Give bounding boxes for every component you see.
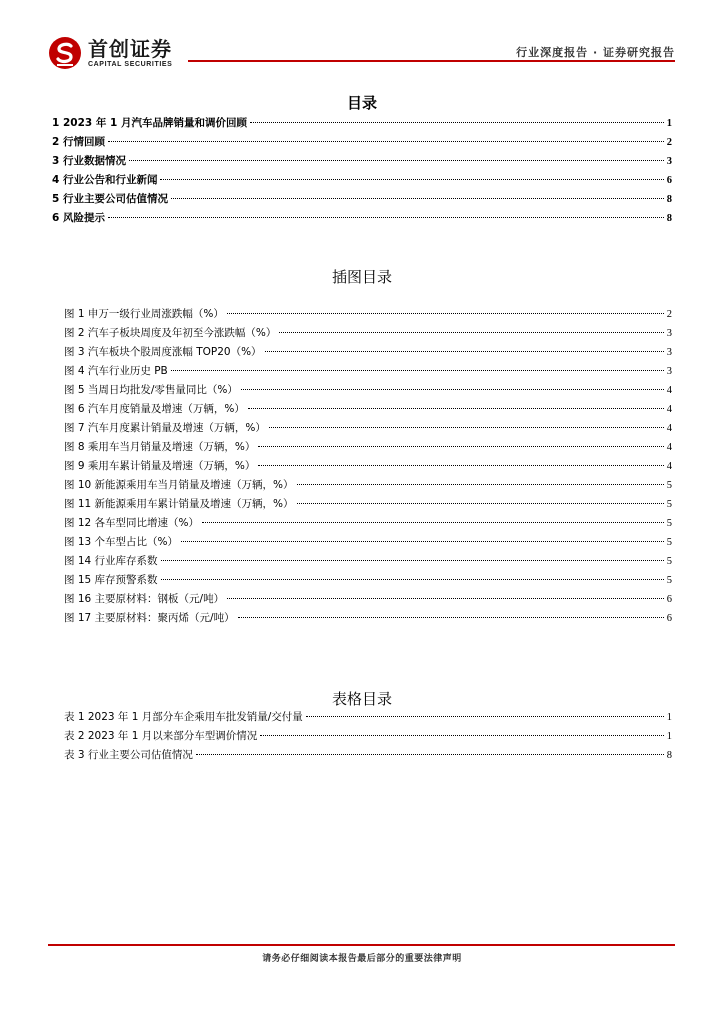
- figure-toc-entry-label: 图 12 各车型同比增速（%）: [64, 517, 200, 529]
- figure-toc-entry-page: 6: [666, 594, 672, 605]
- figure-toc-entry-page: 3: [666, 366, 672, 377]
- dot-leader: [161, 579, 664, 580]
- figure-toc-entry-page: 4: [666, 461, 672, 472]
- figure-toc-entry[interactable]: [64, 458, 672, 477]
- figure-toc-entry[interactable]: [64, 515, 672, 534]
- dot-leader: [297, 503, 664, 504]
- toc-entry[interactable]: [52, 115, 672, 134]
- toc-entry-page: 8: [666, 213, 672, 224]
- toc-entry[interactable]: [52, 134, 672, 153]
- figure-toc-entry[interactable]: [64, 496, 672, 515]
- table-toc-entry-label: 表 3 行业主要公司估值情况: [64, 749, 193, 761]
- dot-leader: [202, 522, 664, 523]
- dot-leader: [161, 560, 664, 561]
- footer-divider: [48, 944, 675, 946]
- figure-toc-entry-label: 图 2 汽车子板块周度及年初至今涨跌幅（%）: [64, 327, 277, 339]
- dot-leader: [241, 389, 664, 390]
- figure-toc-title: 插图目录: [331, 268, 392, 286]
- toc-entry-page: 6: [666, 175, 672, 186]
- figure-toc-entry-label: 图 4 汽车行业历史 PB: [64, 365, 168, 377]
- figure-toc-entry[interactable]: [64, 477, 672, 496]
- figure-toc-entry-label: 图 16 主要原材料：钢板（元/吨）: [64, 593, 225, 605]
- figure-toc-entry-page: 5: [666, 575, 672, 586]
- figure-toc-entry-label: 图 3 汽车板块个股周度涨幅 TOP20（%）: [64, 346, 262, 358]
- dot-leader: [227, 598, 664, 599]
- figure-toc-entry-page: 5: [666, 537, 672, 548]
- figure-toc-entry-label: 图 6 汽车月度销量及增速（万辆，%）: [64, 403, 245, 415]
- figure-toc-entry-label: 图 10 新能源乘用车当月销量及增速（万辆，%）: [64, 479, 294, 491]
- figure-toc-entry-label: 图 13 个车型占比（%）: [64, 536, 179, 548]
- figure-toc-entry-page: 5: [666, 480, 672, 491]
- toc-entry-page: 2: [666, 137, 672, 148]
- page-header: [48, 36, 675, 72]
- dot-leader: [279, 332, 663, 333]
- table-toc-entry-page: 1: [666, 712, 672, 723]
- toc-entry-label: 1 2023 年 1 月汽车品牌销量和调价回顾: [52, 117, 247, 129]
- figure-toc-entry[interactable]: [64, 553, 672, 572]
- dot-leader: [108, 141, 664, 142]
- figure-toc-entry[interactable]: [64, 420, 672, 439]
- figure-toc-entry[interactable]: [64, 439, 672, 458]
- table-toc-entry[interactable]: [64, 747, 672, 766]
- figure-toc-entry-page: 6: [666, 613, 672, 624]
- dot-leader: [196, 754, 664, 755]
- dot-leader: [306, 716, 664, 717]
- toc-entry-label: 4 行业公告和行业新闻: [52, 174, 158, 186]
- figure-toc-entry[interactable]: [64, 363, 672, 382]
- toc-entry[interactable]: [52, 172, 672, 191]
- figure-toc-entry-page: 4: [666, 423, 672, 434]
- figure-toc-entry-label: 图 7 汽车月度累计销量及增速（万辆，%）: [64, 422, 266, 434]
- company-logo: [48, 36, 172, 70]
- dot-leader: [108, 217, 664, 218]
- figure-toc-entry[interactable]: [64, 591, 672, 610]
- toc-entry[interactable]: [52, 153, 672, 172]
- toc-entry-page: 8: [666, 194, 672, 205]
- figure-toc-entry-page: 5: [666, 518, 672, 529]
- dot-leader: [160, 179, 663, 180]
- toc-entry[interactable]: [52, 210, 672, 229]
- dot-leader: [269, 427, 664, 428]
- figure-toc-entry-label: 图 1 申万一级行业周涨跌幅（%）: [64, 308, 224, 320]
- dot-leader: [250, 122, 664, 123]
- figure-toc-entry[interactable]: [64, 534, 672, 553]
- figure-toc-entry-label: 图 17 主要原材料：聚丙烯（元/吨）: [64, 612, 235, 624]
- toc-list: [52, 115, 672, 229]
- figure-toc-entry[interactable]: [64, 344, 672, 363]
- toc-entry-label: 5 行业主要公司估值情况: [52, 193, 168, 205]
- table-toc-title: 表格目录: [331, 690, 392, 708]
- dot-leader: [258, 446, 663, 447]
- figure-toc-entry-label: 图 5 当周日均批发/零售量同比（%）: [64, 384, 238, 396]
- dot-leader: [171, 370, 664, 371]
- figure-toc-entry[interactable]: [64, 610, 672, 629]
- figure-toc-list: [64, 306, 672, 629]
- logo-chinese-name: 首创证券: [88, 36, 172, 61]
- figure-toc-entry-label: 图 9 乘用车累计销量及增速（万辆，%）: [64, 460, 256, 472]
- table-toc-entry-page: 1: [666, 731, 672, 742]
- figure-toc-entry-label: 图 15 库存预警系数: [64, 574, 158, 586]
- legal-disclaimer: 请务必仔细阅读本报告最后部分的重要法律声明: [262, 954, 462, 964]
- figure-toc-entry-page: 4: [666, 442, 672, 453]
- table-toc-entry-page: 8: [666, 750, 672, 761]
- dot-leader: [171, 198, 664, 199]
- report-type-label: 行业深度报告 · 证券研究报告: [516, 46, 675, 59]
- header-divider: [188, 60, 675, 62]
- figure-toc-entry-label: 图 14 行业库存系数: [64, 555, 158, 567]
- figure-toc-entry-page: 4: [666, 385, 672, 396]
- dot-leader: [248, 408, 664, 409]
- figure-toc-entry-label: 图 11 新能源乘用车累计销量及增速（万辆，%）: [64, 498, 294, 510]
- table-toc-list: [64, 709, 672, 766]
- figure-toc-entry-page: 3: [666, 328, 672, 339]
- figure-toc-entry-page: 5: [666, 499, 672, 510]
- dot-leader: [258, 465, 663, 466]
- toc-entry-label: 6 风险提示: [52, 212, 105, 224]
- toc-entry-label: 2 行情回顾: [52, 136, 105, 148]
- dot-leader: [265, 351, 664, 352]
- figure-toc-entry-label: 图 8 乘用车当月销量及增速（万辆，%）: [64, 441, 256, 453]
- toc-entry-label: 3 行业数据情况: [52, 155, 126, 167]
- figure-toc-entry[interactable]: [64, 572, 672, 591]
- table-toc-entry[interactable]: [64, 709, 672, 728]
- figure-toc-entry[interactable]: [64, 325, 672, 344]
- figure-toc-entry-page: 3: [666, 347, 672, 358]
- toc-entry[interactable]: [52, 191, 672, 210]
- table-toc-entry-label: 表 1 2023 年 1 月部分车企乘用车批发销量/交付量: [64, 711, 303, 723]
- toc-entry-page: 1: [666, 118, 672, 129]
- dot-leader: [227, 313, 664, 314]
- figure-toc-entry[interactable]: [64, 382, 672, 401]
- dot-leader: [260, 735, 663, 736]
- dot-leader: [129, 160, 664, 161]
- figure-toc-entry[interactable]: [64, 306, 672, 325]
- figure-toc-entry[interactable]: [64, 401, 672, 420]
- figure-toc-entry-page: 2: [666, 309, 672, 320]
- logo-english-name: CAPITAL SECURITIES: [88, 60, 173, 68]
- dot-leader: [238, 617, 664, 618]
- table-toc-entry-label: 表 2 2023 年 1 月以来部分车型调价情况: [64, 730, 258, 742]
- table-toc-entry[interactable]: [64, 728, 672, 747]
- figure-toc-entry-page: 5: [666, 556, 672, 567]
- capital-securities-logo-icon: [48, 36, 82, 70]
- toc-entry-page: 3: [666, 156, 672, 167]
- figure-toc-entry-page: 4: [666, 404, 672, 415]
- toc-title: 目录: [346, 94, 377, 112]
- dot-leader: [297, 484, 664, 485]
- dot-leader: [181, 541, 664, 542]
